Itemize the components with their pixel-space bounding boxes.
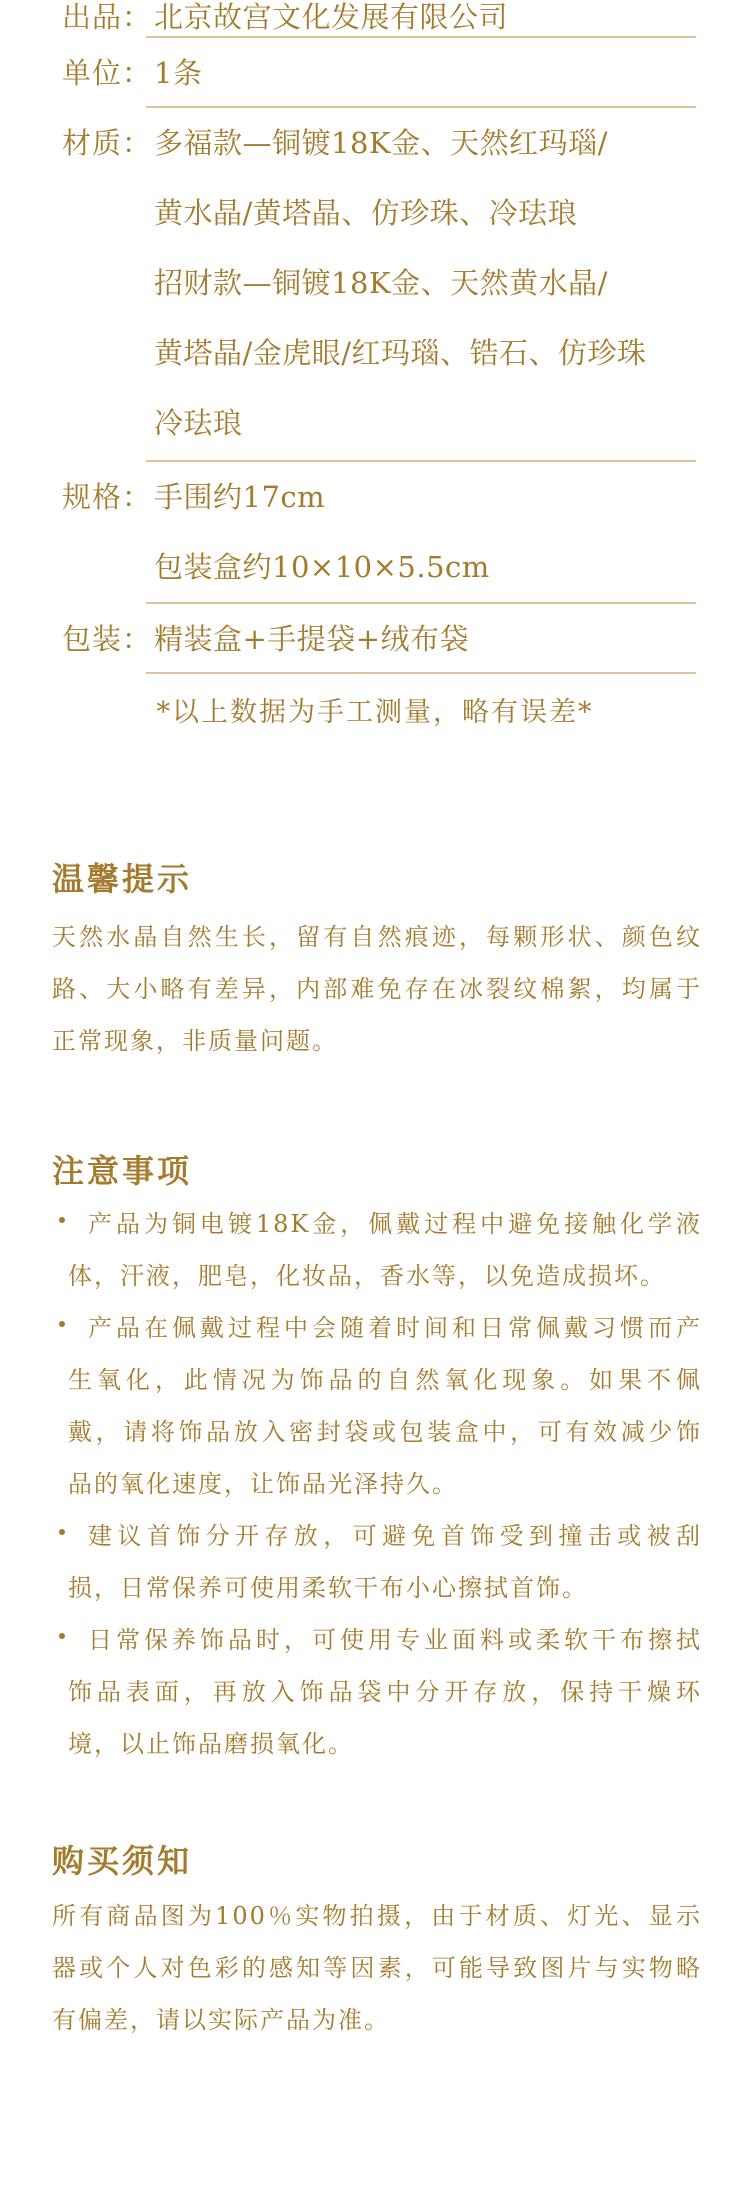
tips-line: 正常现象，非质量问题。: [52, 1027, 338, 1055]
bullet-dot: [59, 1633, 65, 1639]
spec-value: 北京故宫文化发展有限公司: [154, 0, 509, 34]
list-item: [52, 1198, 702, 1302]
notice-title: 注意事项: [52, 1152, 193, 1190]
spec-value: 包装盒约10×10×5.5cm: [154, 550, 490, 584]
spec-value: 手围约17cm: [154, 480, 326, 514]
spec-value: 招财款—铜镀18K金、天然黄水晶/: [154, 266, 608, 300]
tips-line: 天然水晶自然生长，留有自然痕迹，每颗形状、颜色纹: [52, 923, 702, 951]
tips-line: 路、大小略有差异，内部难免存在冰裂纹棉絮，均属于: [52, 975, 702, 1003]
notice-line: 品的氧化速度，让饰品光泽持久。: [68, 1470, 458, 1498]
notice-line: 生氧化，此情况为饰品的自然氧化现象。如果不佩: [68, 1366, 702, 1394]
bullet-dot: [59, 1529, 65, 1535]
notice-line: 产品在佩戴过程中会随着时间和日常佩戴习惯而产: [88, 1314, 702, 1342]
list-item: [52, 1510, 702, 1614]
spec-value: 精装盒+手提袋+绒布袋: [154, 622, 470, 656]
spec-label: 材质：: [62, 126, 153, 160]
spec-value: 1条: [154, 56, 203, 90]
notice-line: 饰品表面，再放入饰品袋中分开存放，保持干燥环: [68, 1678, 702, 1706]
divider: [146, 672, 696, 674]
spec-label: 规格：: [62, 480, 153, 514]
notice-line: 损，日常保养可使用柔软干布小心擦拭首饰。: [68, 1574, 588, 1602]
spec-value: 冷珐琅: [154, 406, 243, 440]
notice-line: 建议首饰分开存放，可避免首饰受到撞击或被刮: [88, 1522, 702, 1550]
notice-line: 日常保养饰品时，可使用专业面料或柔软干布擦拭: [88, 1626, 702, 1654]
spec-value: 黄塔晶/金虎眼/红玛瑙、锆石、仿珍珠: [154, 336, 647, 370]
purchase-paragraph: [52, 1890, 702, 2046]
purchase-line: 器或个人对色彩的感知等因素，可能导致图片与实物略: [52, 1954, 702, 1982]
spec-label: 单位：: [62, 56, 153, 90]
bullet-dot: [59, 1321, 65, 1327]
list-item: [52, 1302, 702, 1510]
spec-label: 包装：: [62, 622, 153, 656]
notice-line: 境，以止饰品磨损氧化。: [68, 1730, 354, 1758]
tips-paragraph: [52, 911, 702, 1067]
bullet-dot: [59, 1217, 65, 1223]
spec-value: 黄水晶/黄塔晶、仿珍珠、冷珐琅: [154, 196, 578, 230]
notice-line: 戴，请将饰品放入密封袋或包装盒中，可有效减少饰: [68, 1418, 702, 1446]
spec-value: 多福款—铜镀18K金、天然红玛瑙/: [154, 126, 608, 160]
notice-list: [52, 1198, 702, 1770]
measurement-note: *以上数据为手工测量，略有误差*: [156, 697, 594, 728]
purchase-line: 有偏差，请以实际产品为准。: [52, 2006, 390, 2034]
purchase-title: 购买须知: [52, 1842, 193, 1880]
spec-label: 出品：: [62, 0, 153, 34]
purchase-line: 所有商品图为100％实物拍摄，由于材质、灯光、显示: [52, 1902, 702, 1930]
tips-title: 温馨提示: [52, 860, 193, 898]
list-item: [52, 1614, 702, 1770]
notice-line: 产品为铜电镀18K金，佩戴过程中避免接触化学液: [88, 1210, 702, 1238]
notice-line: 体，汗液，肥皂，化妆品，香水等，以免造成损坏。: [68, 1262, 666, 1290]
